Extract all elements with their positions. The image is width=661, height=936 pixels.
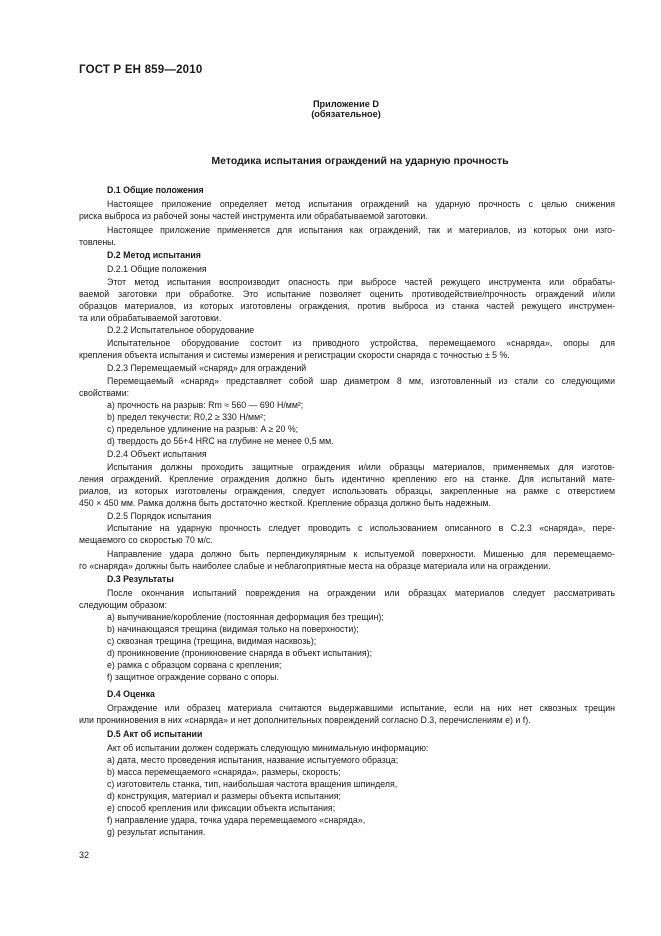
paragraph-line: Испытание на ударную прочность следует проводить с использованием описанного в С.2.3 «снаряда», пере- — [107, 523, 615, 533]
subheading-d4: D.4 Оценка — [107, 689, 155, 699]
list-item: f) направление удара, точка удара перемещаемого «снаряда», — [107, 815, 366, 825]
paragraph-line: 450 × 450 мм. Рамка должна быть достаточно жесткой. Крепление образца должно быть надежным. — [79, 498, 491, 508]
list-item: e) рамка с образцом сорвана с крепления; — [107, 660, 282, 670]
paragraph-line: мещаемого со скоростью 70 м/с. — [79, 535, 213, 545]
list-item: d) проникновение (проникновение снаряда в объект испытания); — [107, 648, 373, 658]
paragraph-line: Настоящее приложение определяет метод испытания ограждений на ударную прочность с целью снижения — [107, 199, 615, 209]
subheading-d25: D.2.5 Порядок испытания — [107, 511, 212, 521]
paragraph-line: или проникновения в них «снаряда» и нет дополнительных повреждений согласно D.3, перечислениям e) и f). — [79, 715, 531, 725]
annex-status: (обязательное) — [311, 109, 381, 119]
list-item: c) сквозная трещина (трещина, видимая насквозь); — [107, 636, 317, 646]
paragraph-line: Ограждение или образец материала считаются выдержавшими испытание, если на них нет сквозных трещин — [107, 703, 615, 713]
paragraph-line: Настоящее приложение применяется для испытания как ограждений, так и материалов, из которых они изго- — [107, 225, 615, 235]
list-item: d) твердость до 56+4 HRC на глубине не менее 0,5 мм. — [107, 436, 334, 446]
paragraph-line: крепления объекта испытания и системы измерения и регистрации скорости снаряда с точностью ± 5 %. — [79, 350, 510, 360]
subheading-d21: D.2.1 Общие положения — [107, 264, 207, 274]
subheading-d22: D.2.2 Испытательное оборудование — [107, 325, 255, 335]
list-item: a) выпучивание/коробление (постоянная деформация без трещин); — [107, 612, 384, 622]
list-item: b) масса перемещаемого «снаряда», размеры, скорость; — [107, 767, 341, 777]
paragraph-line: свойствами: — [79, 388, 130, 398]
paragraph-line: ления ограждений. Крепление ограждения должно быть идентично креплению его на станке. Для испытаний мате- — [79, 474, 615, 484]
list-item: b) предел текучести: R0,2 ≥ 330 Н/мм²; — [107, 412, 266, 422]
paragraph-line: Акт об испытании должен содержать следующую минимальную информацию: — [107, 743, 429, 753]
list-item: a) прочность на разрыв: Rm ≈ 560 — 690 Н/мм²; — [107, 400, 304, 410]
list-item: d) конструкция, материал и размеры объекта испытания; — [107, 791, 342, 801]
subheading-d5: D.5 Акт об испытании — [107, 729, 203, 739]
paragraph-line: товлены. — [79, 237, 116, 247]
paragraph-line: Перемещаемый «снаряд» представляет собой шар диаметром 8 мм, изготовленный из стали со следующими — [107, 376, 615, 386]
document-id: ГОСТ Р ЕН 859—2010 — [79, 64, 203, 76]
list-item: g) результат испытания. — [107, 827, 206, 837]
section-title: Методика испытания ограждений на ударную прочность — [211, 155, 509, 167]
paragraph-line: Этот метод испытания воспроизводит опасность при выбросе частей режущего инструмента или обрабаты- — [107, 277, 615, 287]
subheading-d1: D.1 Общие положения — [107, 185, 204, 195]
list-item: b) начинающаяся трещина (видимая только на поверхности); — [107, 624, 359, 634]
paragraph-line: образцов материалов, из которых изготовлены ограждения, против выброса из станка частей режущего инструмен- — [79, 301, 615, 311]
paragraph-line: После окончания испытаний повреждения на ограждении или образцах материалов следует рассматривать — [107, 588, 615, 598]
list-item: c) предельное удлинение на разрыв: A ≥ 20 %; — [107, 424, 299, 434]
subheading-d24: D.2.4 Объект испытания — [107, 449, 207, 459]
annex-label: Приложение D — [312, 99, 380, 109]
list-item: c) изготовитель станка, тип, наибольшая частота вращения шпинделя, — [107, 779, 398, 789]
paragraph-line: следующим образом: — [79, 600, 167, 610]
paragraph-line: риска выброса из рабочей зоны частей инструмента или обрабатываемой заготовки. — [79, 211, 428, 221]
page-number: 32 — [79, 850, 90, 860]
list-item: e) способ крепления или фиксации объекта испытания; — [107, 803, 336, 813]
subheading-d23: D.2.3 Перемещаемый «снаряд» для ограждений — [107, 363, 307, 373]
paragraph-line: та или обрабатываемой заготовки. — [79, 313, 222, 323]
paragraph-line: Испытания должны проходить защитные ограждения и/или образцы материалов, применяемых для изготов- — [107, 462, 615, 472]
paragraph-line: Испытательное оборудование состоит из приводного устройства, перемещаемого «снаряда», опоры для — [107, 338, 615, 348]
paragraph-line: риалов, из которых изготовлены ограждения, следует использовать образцы, закрепленные на рамке с отверстием — [79, 486, 615, 496]
list-item: a) дата, место проведения испытания, название испытуемого образца; — [107, 755, 399, 765]
list-item: f) защитное ограждение сорвано с опоры. — [107, 672, 279, 682]
subheading-d2: D.2 Метод испытания — [107, 250, 201, 260]
paragraph-line: ваемой заготовки при обработке. Это испытание позволяет оценить противодействие/прочность ограждений и/или — [79, 289, 615, 299]
paragraph-line: Направление удара должно быть перпендикулярным к испытуемой поверхности. Мишенью для перемещаемо- — [107, 549, 615, 559]
subheading-d3: D.3 Результаты — [107, 574, 174, 584]
paragraph-line: го «снаряда» должны быть наиболее слабые и неблагоприятные места на образце материала или на ограждении. — [79, 561, 551, 571]
